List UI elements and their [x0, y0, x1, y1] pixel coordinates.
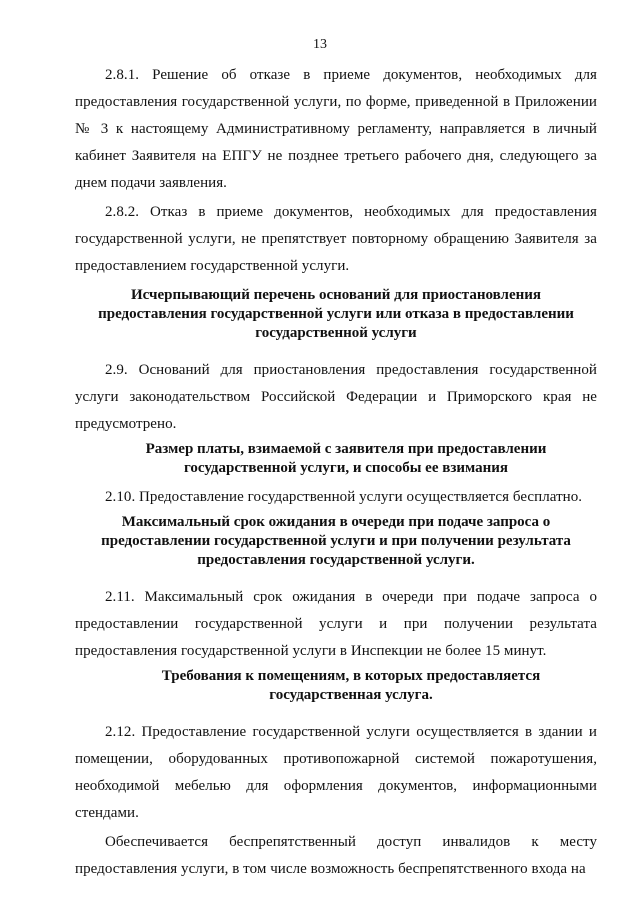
heading-fee-amount: Размер платы, взимаемой с заявителя при предоставлении государственной услуги, и способы ее взимания: [145, 441, 547, 476]
paragraph-accessibility: Обеспечивается беспрепятственный доступ инвалидов к месту предоставления услуги, в том числе возможность беспрепятственного входа на: [75, 834, 597, 877]
heading-grounds-for-suspension: Исчерпывающий перечень оснований для приостановления предоставления государственной услуги или отказа в предоставлении государственной услуги: [98, 287, 574, 341]
paragraph-2-9: 2.9. Оснований для приостановления предоставления государственной услуги законодательством Российской Федерации и Приморского края не предусмотрено.: [75, 362, 597, 432]
heading-max-waiting-time: Максимальный срок ожидания в очереди при подаче запроса о предоставлении государственной услуги и при получении результата предоставления государственной услуги.: [101, 514, 571, 568]
paragraph-2-10: 2.10. Предоставление государственной услуги осуществляется бесплатно.: [105, 489, 583, 505]
page-number: 13: [313, 37, 327, 52]
paragraph-2-12: 2.12. Предоставление государственной услуги осуществляется в здании и помещении, оборудованных противопожарной системой пожаротушения, необходимой мебелью для оформления документов, информационными стендами.: [75, 724, 597, 821]
paragraph-2-11: 2.11. Максимальный срок ожидания в очереди при подаче запроса о предоставлении государственной услуги и при получении результата предоставления государственной услуги в Инспекции не более 15 минут.: [75, 589, 597, 659]
document-body: [75, 62, 597, 883]
heading-premises-requirements: Требования к помещениям, в которых предоставляется государственная услуга.: [161, 668, 541, 703]
paragraph-2-8-2: 2.8.2. Отказ в приеме документов, необходимых для предоставления государственной услуги, не препятствует повторному обращению Заявителя за предоставлением государственной услуги.: [75, 204, 597, 274]
paragraph-2-8-1: 2.8.1. Решение об отказе в приеме документов, необходимых для предоставления государственной услуги, по форме, приведенной в Приложении № 3 к настоящему Административному регламенту, направляется в личный кабинет Заявителя на ЕПГУ не позднее третьего рабочего дня, следующего за днем подачи заявления.: [75, 67, 597, 191]
